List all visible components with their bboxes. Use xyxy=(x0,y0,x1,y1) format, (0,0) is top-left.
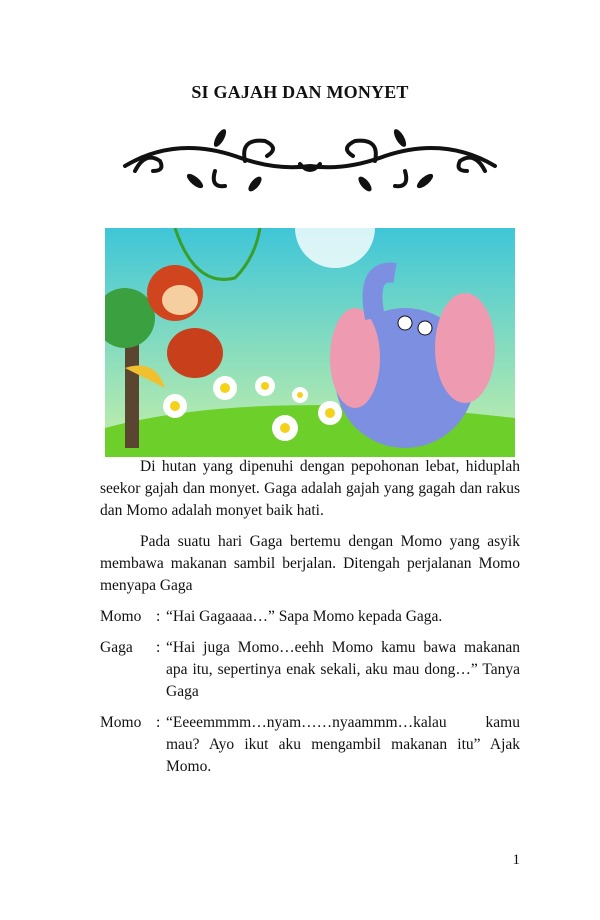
separator: : xyxy=(156,608,161,625)
separator: : xyxy=(156,714,161,731)
dialogue-line xyxy=(100,712,520,778)
speaker: Gaga xyxy=(100,639,133,656)
story-body xyxy=(100,456,520,787)
paragraph: Di hutan yang dipenuhi dengan pepohonan lebat, hiduplah seekor gajah dan monyet. Gaga adalah gajah yang gagah dan rakus dan Momo adalah monyet baik hati. xyxy=(100,458,520,519)
dialogue-text: “Hai Gagaaaa…” Sapa Momo kepada Gaga. xyxy=(166,608,443,625)
speaker: Momo xyxy=(100,608,142,625)
speaker: Momo xyxy=(100,714,142,731)
dialogue-text: “Hai juga Momo…eehh Momo kamu bawa makanan apa itu, sepertinya enak sekali, aku mau dong…” Tanya Gaga xyxy=(166,639,520,700)
monkey-and-elephant-illustration xyxy=(105,228,515,457)
dialogue-line xyxy=(100,637,520,703)
paragraph: Pada suatu hari Gaga bertemu dengan Momo yang asyik membawa makanan sambil berjalan. Ditengah perjalanan Momo menyapa Gaga xyxy=(100,533,520,594)
separator: : xyxy=(156,639,161,656)
dialogue-line xyxy=(100,606,520,628)
floral-divider-ornament-icon xyxy=(115,126,505,198)
story-title: SI GAJAH DAN MONYET xyxy=(191,82,409,102)
dialogue-text: “Eeeemmmm…nyam……nyaammm…kalau kamu mau? Ayo ikut aku mengambil makanan itu” Ajak Momo. xyxy=(166,714,520,775)
page-number: 1 xyxy=(512,852,520,868)
